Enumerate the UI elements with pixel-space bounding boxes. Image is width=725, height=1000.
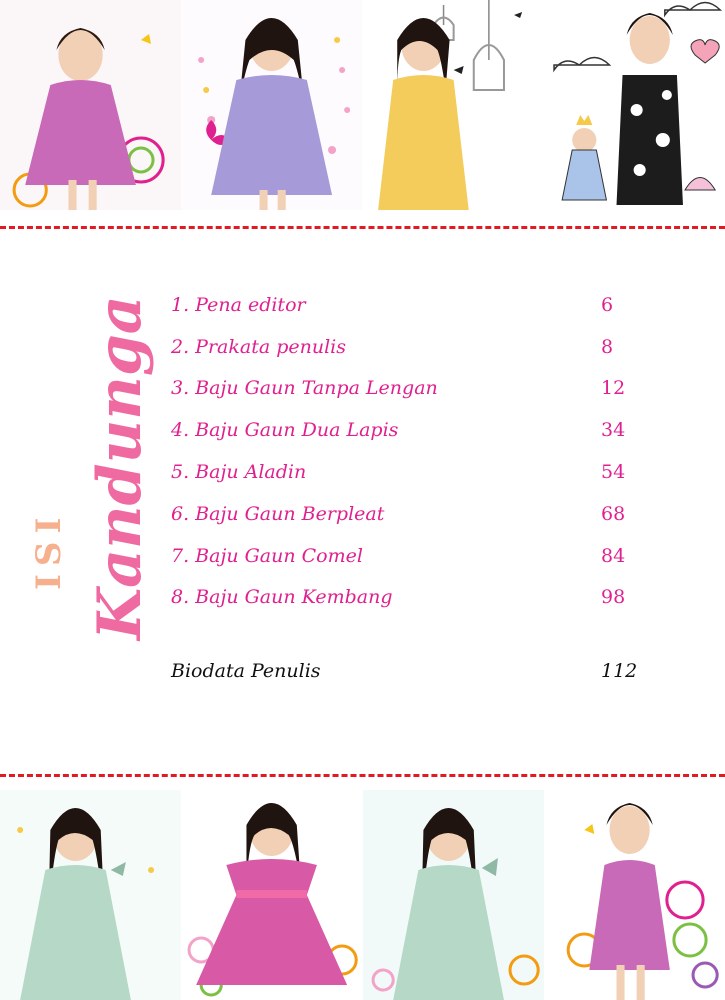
toc-label: 2. Prakata penulis <box>171 335 346 358</box>
title-kandungan: Kandungan <box>85 300 155 640</box>
top-dashed-divider <box>0 226 725 229</box>
toc-label: 6. Baju Gaun Berpleat <box>171 502 385 525</box>
toc-item-baju-aladin[interactable] <box>171 451 641 493</box>
photo-girl-lavender-ruffle-dress <box>181 0 362 210</box>
toc-page-number: 34 <box>601 419 626 442</box>
photo-girl-black-floral-romper <box>544 0 725 210</box>
toc-page-number: 112 <box>601 660 638 682</box>
photo-girl-yellow-pleated-dress <box>363 0 544 210</box>
photo-girl-pink-flared-dress <box>181 790 362 1000</box>
photo-girl-mint-bow-dress <box>363 790 544 1000</box>
toc-item-baju-gaun-tanpa-lengan[interactable] <box>171 368 641 410</box>
photo-girl-pink-floral-dress <box>0 0 181 210</box>
toc-item-baju-gaun-berpleat[interactable] <box>171 493 641 535</box>
toc-item-baju-gaun-dua-lapis[interactable] <box>171 409 641 451</box>
toc-label: 8. Baju Gaun Kembang <box>171 586 393 609</box>
photo-girl-pink-wrap-dress <box>544 790 725 1000</box>
toc-label: 3. Baju Gaun Tanpa Lengan <box>171 377 438 400</box>
toc-page-number: 6 <box>601 293 614 316</box>
table-of-contents <box>171 284 641 618</box>
toc-page-number: 68 <box>601 502 626 525</box>
toc-page-number: 84 <box>601 544 626 567</box>
toc-page-number: 12 <box>601 377 626 400</box>
toc-item-prakata-penulis[interactable] <box>171 326 641 368</box>
photo-girl-mint-floral-dress <box>0 790 181 1000</box>
toc-item-baju-gaun-kembang[interactable] <box>171 577 641 619</box>
toc-label: 1. Pena editor <box>171 293 306 316</box>
toc-page-number: 54 <box>601 461 626 484</box>
toc-page-number: 8 <box>601 335 614 358</box>
toc-item-biodata-penulis[interactable] <box>171 660 641 682</box>
title-isi-kandungan <box>20 300 160 650</box>
toc-item-baju-gaun-comel[interactable] <box>171 535 641 577</box>
toc-page-number: 98 <box>601 586 626 609</box>
toc-label: 4. Baju Gaun Dua Lapis <box>171 419 399 442</box>
toc-item-pena-editor[interactable] <box>171 284 641 326</box>
toc-label: Biodata Penulis <box>171 660 321 682</box>
bottom-photo-strip <box>0 790 725 1000</box>
toc-label: 7. Baju Gaun Comel <box>171 544 363 567</box>
bottom-dashed-divider <box>0 774 725 777</box>
title-isi: ISI <box>29 509 69 590</box>
toc-label: 5. Baju Aladin <box>171 461 307 484</box>
top-photo-strip <box>0 0 725 210</box>
